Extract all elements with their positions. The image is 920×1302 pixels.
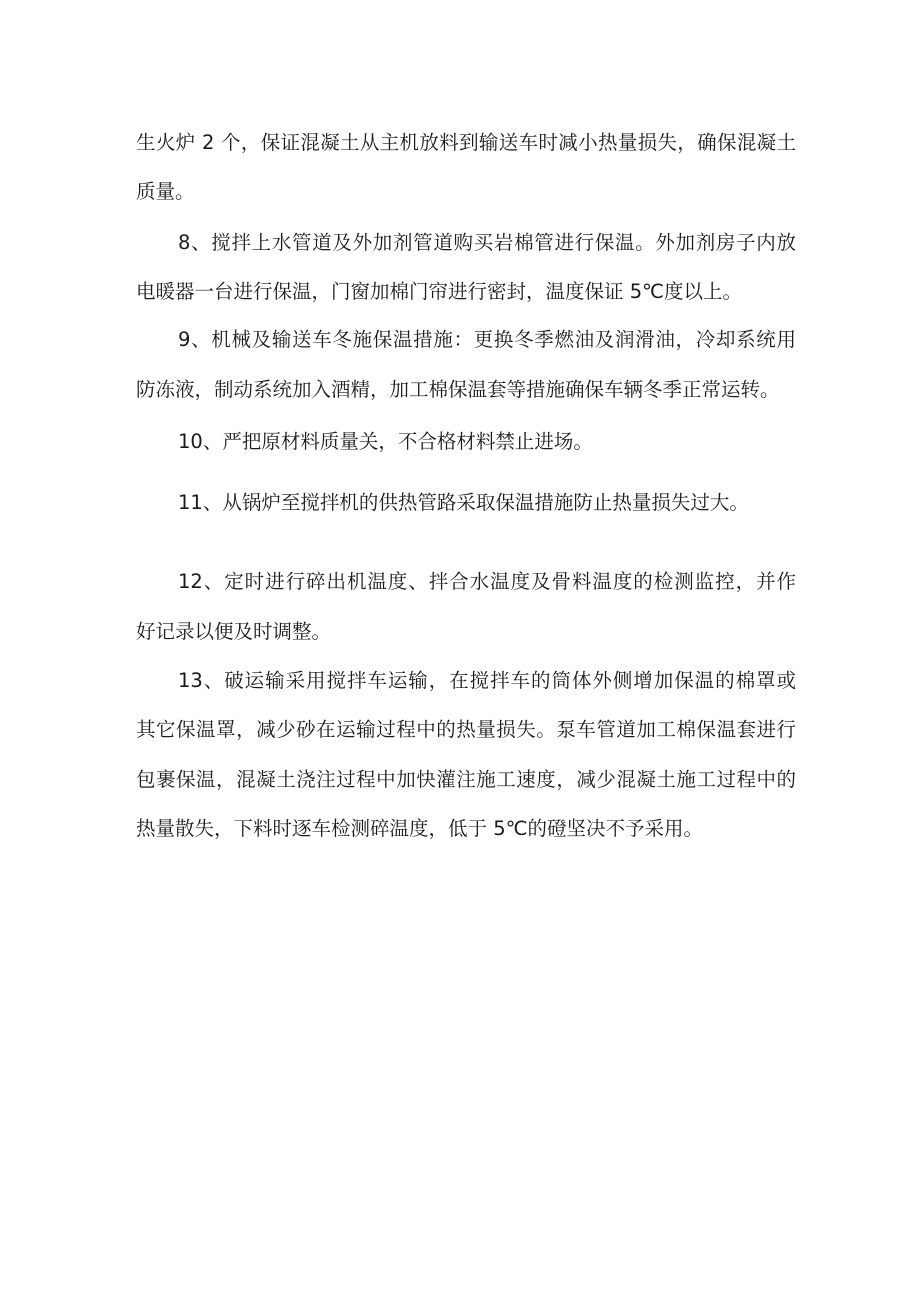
paragraph-12-line-1: 12、定时进行碎出机温度、拌合水温度及骨料温度的检测监控，并作: [178, 570, 796, 593]
paragraph-13-line-1: 13、破运输采用搅拌车运输，在搅拌车的筒体外侧增加保温的棉罩或: [178, 669, 796, 692]
paragraph-7-line-2: 质量。: [136, 180, 195, 203]
paragraph-9-line-1: 9、机械及输送车冬施保温措施：更换冬季燃油及润滑油，冷却系统用: [178, 328, 796, 351]
paragraph-9-line-2: 防冻液，制动系统加入酒精，加工棉保温套等措施确保车辆冬季正常运转。: [136, 378, 780, 401]
paragraph-8-line-1: 8、搅拌上水管道及外加剂管道购买岩棉管进行保温。外加剂房子内放: [178, 231, 796, 254]
paragraph-10-line-1: 10、严把原材料质量关，不合格材料禁止进场。: [178, 430, 593, 453]
paragraph-13-line-2: 其它保温罩，减少砂在运输过程中的热量损失。泵车管道加工棉保温套进行: [136, 718, 796, 741]
paragraph-13-line-4: 热量散失，下料时逐车检测碎温度，低于 5℃的磴坚决不予采用。: [136, 817, 704, 840]
paragraph-11-line-1: 11、从锅炉至搅拌机的供热管路采取保温措施防止热量损失过大。: [178, 491, 749, 514]
paragraph-8-line-2: 电暖器一台进行保温，门窗加棉门帘进行密封，温度保证 5℃度以上。: [136, 280, 743, 303]
paragraph-12-line-2: 好记录以便及时调整。: [136, 620, 332, 643]
paragraph-7-line-1: 生火炉 2 个，保证混凝土从主机放料到输送车时减小热量损失，确保混凝土: [136, 131, 796, 154]
paragraph-13-line-3: 包裹保温，混凝土浇注过程中加快灌注施工速度，减少混凝土施工过程中的: [136, 768, 796, 791]
